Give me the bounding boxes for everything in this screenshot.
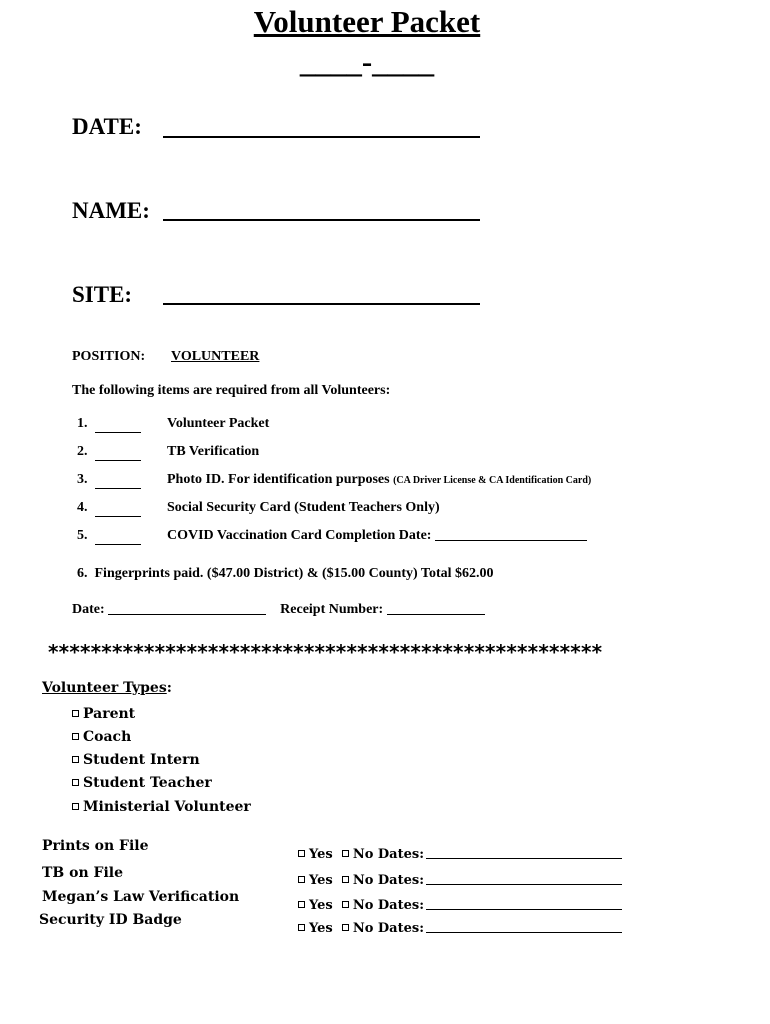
requirements-intro: The following items are required from all Volunteers: — [72, 383, 391, 398]
requirement-text: Volunteer Packet — [167, 416, 270, 431]
no-checkbox-icon[interactable] — [342, 850, 349, 857]
volunteer-type-label: Parent — [83, 706, 136, 722]
title-subline: ____-____ — [299, 44, 435, 79]
name-field[interactable] — [163, 219, 480, 221]
requirement-checkbox-line[interactable] — [95, 432, 141, 433]
requirement-number: 1. — [77, 416, 88, 431]
requirement-text-main: Photo ID. For identification purposes — [167, 472, 390, 487]
no-checkbox-icon[interactable] — [342, 924, 349, 931]
requirement-number: 3. — [77, 472, 88, 487]
date-label: DATE: — [72, 114, 142, 139]
volunteer-types-heading-colon: : — [166, 680, 172, 696]
fingerprint-date-row — [72, 602, 485, 618]
volunteer-types-heading-text: Volunteer Types — [42, 680, 167, 696]
site-label: SITE: — [72, 282, 133, 307]
no-label: No — [352, 898, 374, 913]
checkbox-icon[interactable] — [72, 733, 79, 740]
yes-checkbox-icon[interactable] — [298, 924, 305, 931]
requirement-checkbox-line[interactable] — [95, 488, 141, 489]
no-label: No — [352, 847, 374, 862]
checkbox-icon[interactable] — [72, 756, 79, 763]
requirement-checkbox-line[interactable] — [95, 544, 141, 545]
dates-field[interactable] — [426, 858, 622, 859]
fingerprints-line: 6. Fingerprints paid. ($47.00 District) & ($15.00 County) Total $62.00 — [77, 566, 494, 581]
prints-on-file-label: Prints on File — [42, 838, 149, 854]
volunteer-type-option[interactable] — [72, 706, 135, 722]
security-badge-label: Security ID Badge — [39, 912, 182, 928]
dates-field[interactable] — [426, 932, 622, 933]
yes-label: Yes — [309, 898, 333, 913]
volunteer-type-label: Ministerial Volunteer — [83, 799, 251, 815]
volunteer-type-option[interactable] — [72, 752, 200, 768]
receipt-number-field[interactable] — [387, 614, 485, 615]
no-label: No — [352, 873, 374, 888]
covid-date-field[interactable] — [435, 540, 587, 541]
requirement-text-main: COVID Vaccination Card Completion Date: — [167, 528, 432, 543]
requirement-note: (CA Driver License & CA Identification Card) — [393, 475, 592, 486]
yes-no-row — [298, 847, 622, 862]
no-checkbox-icon[interactable] — [342, 901, 349, 908]
volunteer-type-label: Student Teacher — [83, 775, 212, 791]
fingerprint-date-label: Date: — [72, 602, 105, 617]
volunteer-type-option[interactable] — [72, 775, 212, 791]
site-field[interactable] — [163, 303, 480, 305]
requirement-text: TB Verification — [167, 444, 260, 459]
checkbox-icon[interactable] — [72, 803, 79, 810]
position-value: VOLUNTEER — [171, 349, 260, 364]
volunteer-types-heading — [42, 680, 172, 696]
dates-label: Dates: — [377, 873, 424, 888]
dates-label: Dates: — [377, 898, 424, 913]
tb-on-file-label: TB on File — [42, 865, 123, 881]
volunteer-type-option[interactable] — [72, 729, 131, 745]
requirement-number: 2. — [77, 444, 88, 459]
fingerprint-date-field[interactable] — [108, 614, 266, 615]
requirement-text — [167, 528, 587, 544]
volunteer-type-label: Coach — [83, 729, 132, 745]
dates-label: Dates: — [377, 847, 424, 862]
checkbox-icon[interactable] — [72, 710, 79, 717]
name-label: NAME: — [72, 198, 150, 223]
requirement-checkbox-line[interactable] — [95, 516, 141, 517]
yes-label: Yes — [309, 847, 333, 862]
no-checkbox-icon[interactable] — [342, 876, 349, 883]
volunteer-type-label: Student Intern — [83, 752, 200, 768]
yes-label: Yes — [309, 873, 333, 888]
requirement-text — [167, 472, 591, 488]
yes-checkbox-icon[interactable] — [298, 876, 305, 883]
volunteer-type-option[interactable] — [72, 799, 251, 815]
yes-no-row — [298, 873, 622, 888]
date-field[interactable] — [163, 136, 480, 138]
yes-no-row — [298, 921, 622, 936]
yes-checkbox-icon[interactable] — [298, 901, 305, 908]
checkbox-icon[interactable] — [72, 779, 79, 786]
position-label: POSITION: — [72, 349, 146, 364]
yes-no-row — [298, 898, 622, 913]
yes-label: Yes — [309, 921, 333, 936]
page-title-text: Volunteer Packet — [253, 4, 481, 39]
requirement-number: 5. — [77, 528, 88, 543]
dates-field[interactable] — [426, 909, 622, 910]
megans-law-label: Megan’s Law Verification — [42, 889, 240, 905]
page-title — [0, 4, 734, 40]
no-label: No — [352, 921, 374, 936]
requirement-number: 4. — [77, 500, 88, 515]
separator-stars: **************************************************** — [48, 640, 603, 664]
dates-field[interactable] — [426, 884, 622, 885]
dates-label: Dates: — [377, 921, 424, 936]
requirement-checkbox-line[interactable] — [95, 460, 141, 461]
requirement-text: Social Security Card (Student Teachers Only) — [167, 500, 440, 515]
yes-checkbox-icon[interactable] — [298, 850, 305, 857]
receipt-number-label: Receipt Number: — [280, 602, 384, 617]
